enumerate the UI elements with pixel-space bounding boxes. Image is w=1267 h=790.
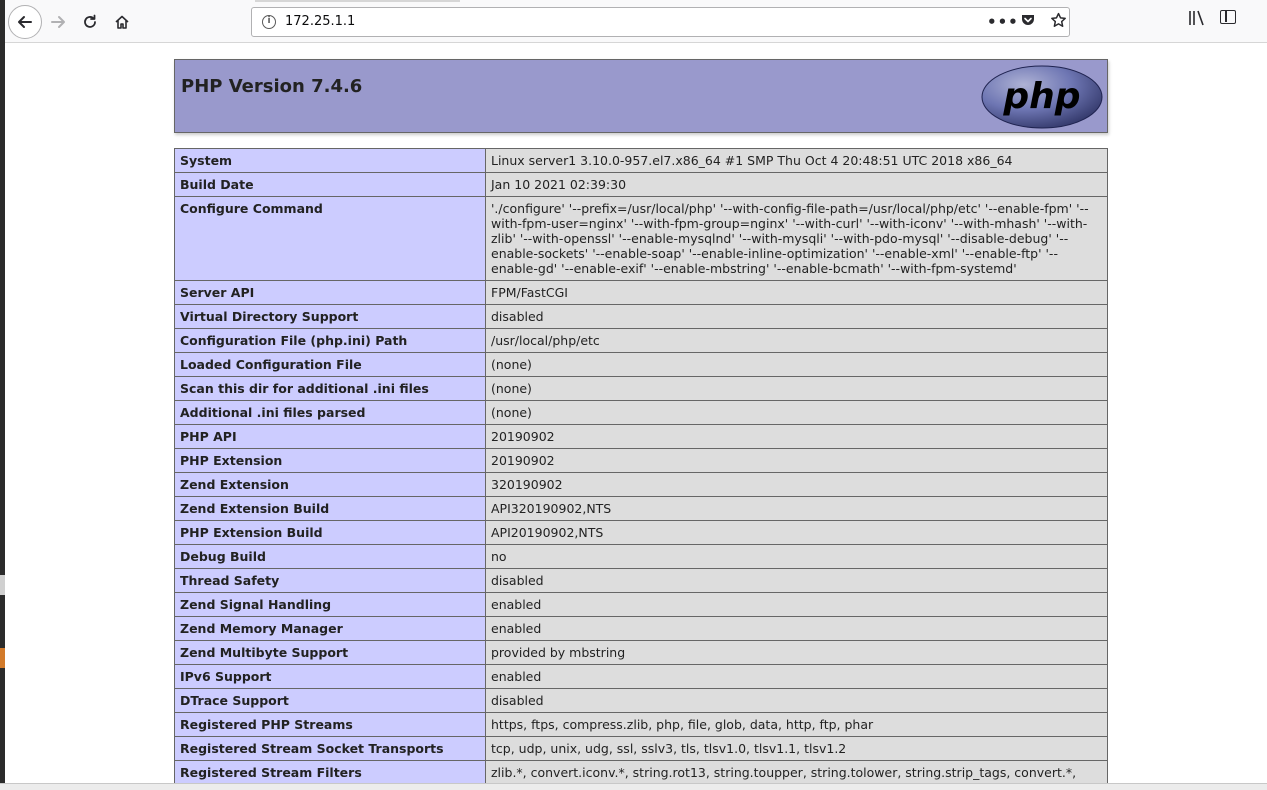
setting-value: (none) bbox=[486, 377, 1108, 401]
home-button[interactable] bbox=[106, 6, 138, 38]
table-row bbox=[175, 593, 1108, 617]
setting-value: enabled bbox=[486, 593, 1108, 617]
table-row bbox=[175, 149, 1108, 173]
php-info-table bbox=[174, 148, 1108, 783]
setting-name: Additional .ini files parsed bbox=[175, 401, 486, 425]
setting-name: PHP API bbox=[175, 425, 486, 449]
setting-value: './configure' '--prefix=/usr/local/php' '--with-config-file-path=/usr/local/php/etc' '--enable-fpm' '--with-fpm-user=nginx' '--with-fpm-group=nginx' '--with-curl' '--with-iconv' '--with-mhash' '--with-zlib' '--with-openssl' '--enable-mysqlnd' '--with-mysqli' '--with-pdo-mysql' '--disable-debug' '--enable-sockets' '--enable-soap' '--enable-inline-optimization' '--enable-xml' '--enable-ftp' '--enable-gd' '--enable-exif' '--enable-mbstring' '--enable-bcmath' '--with-fpm-systemd' bbox=[486, 197, 1108, 281]
tab-strip-edge bbox=[255, 0, 460, 2]
setting-name: Server API bbox=[175, 281, 486, 305]
table-row bbox=[175, 497, 1108, 521]
setting-name: Registered PHP Streams bbox=[175, 713, 486, 737]
table-row bbox=[175, 545, 1108, 569]
setting-name: Zend Multibyte Support bbox=[175, 641, 486, 665]
php-version-header bbox=[174, 59, 1108, 133]
setting-value: Jan 10 2021 02:39:30 bbox=[486, 173, 1108, 197]
reload-icon bbox=[82, 14, 98, 30]
setting-value: 20190902 bbox=[486, 449, 1108, 473]
setting-name: IPv6 Support bbox=[175, 665, 486, 689]
setting-name: Registered Stream Filters bbox=[175, 761, 486, 784]
setting-name: PHP Extension bbox=[175, 449, 486, 473]
table-row bbox=[175, 641, 1108, 665]
setting-name: Thread Safety bbox=[175, 569, 486, 593]
table-row bbox=[175, 353, 1108, 377]
taskbar bbox=[0, 783, 1267, 790]
table-row bbox=[175, 401, 1108, 425]
table-row bbox=[175, 737, 1108, 761]
setting-value: https, ftps, compress.zlib, php, file, glob, data, http, ftp, phar bbox=[486, 713, 1108, 737]
setting-name: Build Date bbox=[175, 173, 486, 197]
table-row bbox=[175, 281, 1108, 305]
setting-name: Configure Command bbox=[175, 197, 486, 281]
setting-name: Registered Stream Socket Transports bbox=[175, 737, 486, 761]
setting-name: Zend Extension bbox=[175, 473, 486, 497]
setting-name: Loaded Configuration File bbox=[175, 353, 486, 377]
page-actions-icon[interactable]: ••• bbox=[987, 13, 1019, 31]
setting-name: Debug Build bbox=[175, 545, 486, 569]
url-text[interactable]: 172.25.1.1 bbox=[285, 14, 356, 29]
setting-value: enabled bbox=[486, 665, 1108, 689]
forward-button[interactable] bbox=[42, 6, 74, 38]
setting-value: API320190902,NTS bbox=[486, 497, 1108, 521]
setting-name: Zend Memory Manager bbox=[175, 617, 486, 641]
setting-name: Zend Extension Build bbox=[175, 497, 486, 521]
table-row bbox=[175, 713, 1108, 737]
setting-name: Configuration File (php.ini) Path bbox=[175, 329, 486, 353]
url-bar[interactable] bbox=[251, 7, 1070, 37]
arrow-right-icon bbox=[50, 14, 66, 30]
setting-name: System bbox=[175, 149, 486, 173]
table-row bbox=[175, 689, 1108, 713]
setting-value: FPM/FastCGI bbox=[486, 281, 1108, 305]
setting-value: disabled bbox=[486, 689, 1108, 713]
setting-value: (none) bbox=[486, 401, 1108, 425]
reload-button[interactable] bbox=[74, 6, 106, 38]
table-row bbox=[175, 173, 1108, 197]
svg-text:php: php bbox=[1003, 76, 1081, 117]
home-icon bbox=[114, 14, 130, 30]
setting-value: 320190902 bbox=[486, 473, 1108, 497]
table-row bbox=[175, 305, 1108, 329]
table-row bbox=[175, 329, 1108, 353]
setting-name: Scan this dir for additional .ini files bbox=[175, 377, 486, 401]
setting-value: /usr/local/php/etc bbox=[486, 329, 1108, 353]
table-row bbox=[175, 665, 1108, 689]
table-row bbox=[175, 521, 1108, 545]
table-row bbox=[175, 569, 1108, 593]
setting-value: disabled bbox=[486, 569, 1108, 593]
table-row bbox=[175, 761, 1108, 784]
setting-value: 20190902 bbox=[486, 425, 1108, 449]
pocket-icon[interactable] bbox=[1017, 12, 1039, 34]
table-row bbox=[175, 377, 1108, 401]
back-button[interactable] bbox=[8, 5, 42, 39]
table-row bbox=[175, 617, 1108, 641]
setting-name: DTrace Support bbox=[175, 689, 486, 713]
setting-name: Virtual Directory Support bbox=[175, 305, 486, 329]
library-icon[interactable] bbox=[1188, 10, 1206, 30]
browser-toolbar bbox=[5, 0, 1267, 43]
table-row bbox=[175, 425, 1108, 449]
bookmark-star-icon[interactable] bbox=[1047, 12, 1069, 34]
setting-value: provided by mbstring bbox=[486, 641, 1108, 665]
sidebar-toggle-icon[interactable] bbox=[1220, 10, 1236, 24]
setting-value: enabled bbox=[486, 617, 1108, 641]
site-info-icon[interactable]: i bbox=[262, 15, 276, 29]
page-content bbox=[5, 43, 1267, 783]
setting-value: Linux server1 3.10.0-957.el7.x86_64 #1 SMP Thu Oct 4 20:48:51 UTC 2018 x86_64 bbox=[486, 149, 1108, 173]
table-row bbox=[175, 473, 1108, 497]
table-row bbox=[175, 449, 1108, 473]
arrow-left-icon bbox=[17, 14, 33, 30]
php-logo[interactable] bbox=[981, 65, 1103, 129]
setting-value: zlib.*, convert.iconv.*, string.rot13, string.toupper, string.tolower, string.strip_tags, convert.*, bbox=[486, 761, 1108, 784]
table-row bbox=[175, 197, 1108, 281]
setting-value: API20190902,NTS bbox=[486, 521, 1108, 545]
setting-name: Zend Signal Handling bbox=[175, 593, 486, 617]
setting-name: PHP Extension Build bbox=[175, 521, 486, 545]
setting-value: (none) bbox=[486, 353, 1108, 377]
setting-value: no bbox=[486, 545, 1108, 569]
setting-value: disabled bbox=[486, 305, 1108, 329]
setting-value: tcp, udp, unix, udg, ssl, sslv3, tls, tlsv1.0, tlsv1.1, tlsv1.2 bbox=[486, 737, 1108, 761]
page-title: PHP Version 7.4.6 bbox=[181, 76, 363, 97]
